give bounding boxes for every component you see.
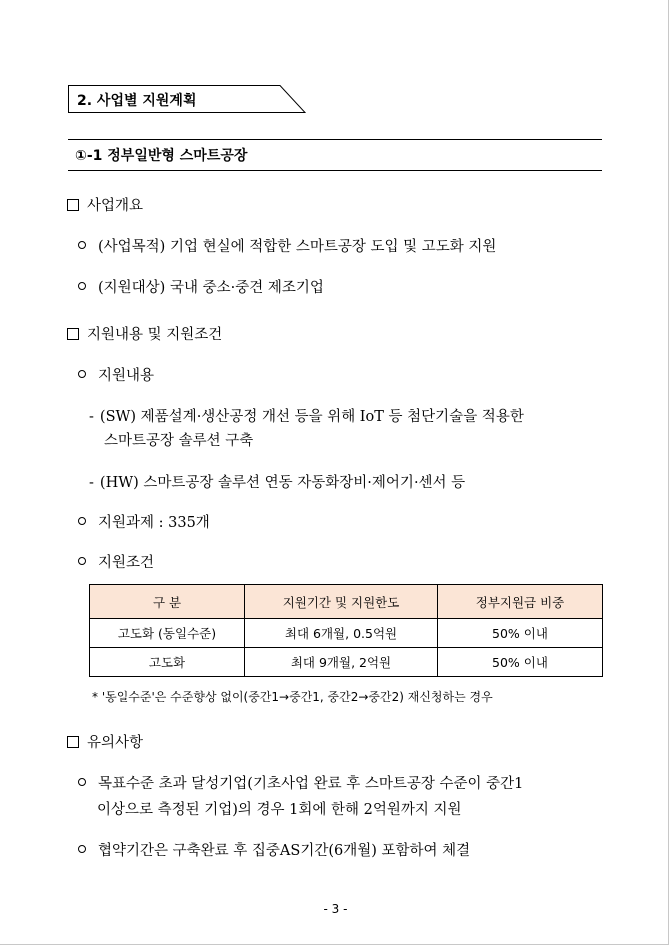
table-cell: 고도화 <box>90 648 245 677</box>
notice-item1-line1: 목표수준 초과 달성기업(기초사업 완료 후 스마트공장 수준이 중간1 <box>78 774 523 794</box>
table-row <box>90 619 603 648</box>
circle-bullet-icon <box>78 241 86 249</box>
circle-bullet-icon <box>78 282 86 290</box>
box-bullet-icon <box>67 328 79 340</box>
circle-bullet-icon <box>78 370 86 378</box>
support-conditions-label: 지원조건 <box>78 553 154 573</box>
overview-target: (지원대상) 국내 중소·중견 제조기업 <box>78 278 324 298</box>
overview-heading: 사업개요 <box>67 196 143 216</box>
page-number: - 3 - <box>323 902 348 916</box>
table-cell: 고도화 (동일수준) <box>90 619 245 648</box>
table-header-cell: 구 분 <box>90 585 245 619</box>
table-cell: 최대 6개월, 0.5억원 <box>245 619 438 648</box>
support-hw-line: - (HW) 스마트공장 솔루션 연동 자동화장비·제어기·센서 등 <box>89 475 466 491</box>
support-tasks: 지원과제 : 335개 <box>78 513 210 533</box>
notice-heading: 유의사항 <box>67 733 143 753</box>
subsection-title-bar <box>68 139 602 171</box>
circle-bullet-icon <box>78 778 86 786</box>
box-bullet-icon <box>67 736 79 748</box>
table-cell: 50% 이내 <box>438 648 603 677</box>
section-header <box>68 85 306 113</box>
support-sw-line1: - (SW) 제품설계·생산공정 개선 등을 위해 IoT 등 첨단기술을 적용한 <box>89 409 524 425</box>
support-content-label: 지원내용 <box>78 366 154 386</box>
circle-bullet-icon <box>78 845 86 853</box>
box-bullet-icon <box>67 199 79 211</box>
notice-item1-line2: 이상으로 측정된 기업)의 경우 1회에 한해 2억원까지 지원 <box>97 802 462 818</box>
circle-bullet-icon <box>78 557 86 565</box>
table-header-row <box>90 585 603 619</box>
support-sw-line2: 스마트공장 솔루션 구축 <box>104 433 254 449</box>
table-note: * '동일수준'은 수준향상 없이(중간1→중간1, 중간2→중간2) 재신청하는 경우 <box>92 690 493 704</box>
circle-bullet-icon <box>78 517 86 525</box>
table-row <box>90 648 603 677</box>
table-header-cell: 지원기간 및 지원한도 <box>245 585 438 619</box>
subsection-title: ①-1 정부일반형 스마트공장 <box>75 148 248 164</box>
support-heading: 지원내용 및 지원조건 <box>67 325 222 345</box>
table-cell: 최대 9개월, 2억원 <box>245 648 438 677</box>
table-header-cell: 정부지원금 비중 <box>438 585 603 619</box>
overview-purpose: (사업목적) 기업 현실에 적합한 스마트공장 도입 및 고도화 지원 <box>78 237 496 257</box>
notice-item2: 협약기간은 구축완료 후 집중AS기간(6개월) 포함하여 체결 <box>78 841 470 861</box>
section-title: 2. 사업별 지원계획 <box>77 93 197 109</box>
table-cell: 50% 이내 <box>438 619 603 648</box>
support-conditions-table <box>89 584 603 677</box>
